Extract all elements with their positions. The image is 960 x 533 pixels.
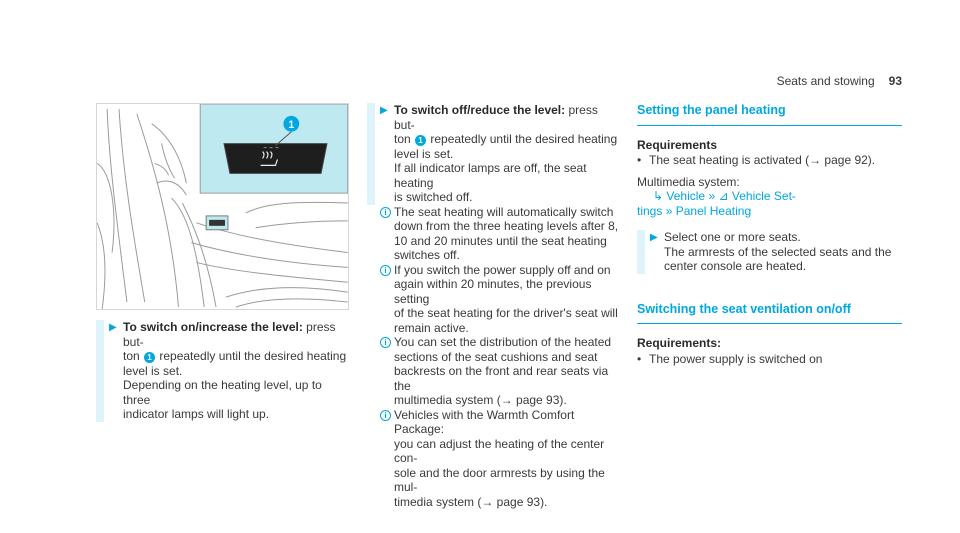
note-heat-distribution: i You can set the distribution of the heated sections of the seat cushions and seat backrests on the front and rear seats via the multimedia system (→ page 93).: [380, 335, 620, 408]
seat-heating-illustration: [96, 103, 349, 310]
info-icon: i: [380, 408, 394, 510]
page-number: 93: [888, 74, 902, 88]
bullet-icon: •: [637, 351, 642, 366]
path-start-arrow-icon: ↳: [653, 189, 664, 203]
requirements-title: Requirements:: [637, 336, 722, 350]
instruction-step-select-seats: ▶ Select one or more seats. The armrests of the selected seats and the center console are heated.: [637, 230, 902, 274]
note-power-cycle: i If you switch the power supply off and on again within 20 minutes, the previous setting of the seat heating for the driver's seat will remain active.: [380, 263, 620, 336]
info-icon: i: [380, 263, 394, 336]
section-heading-panel-heating: Setting the panel heating: [637, 103, 902, 126]
info-icon: i: [380, 335, 394, 408]
step-title: To switch off/reduce the level:: [394, 103, 566, 117]
requirement-item: • The seat heating is activated (→ page 92).: [637, 153, 876, 167]
menu-path: [637, 189, 902, 218]
step-arrow-icon: ▶: [650, 232, 658, 243]
multimedia-label: Multimedia system:: [637, 174, 740, 189]
step-bar: [367, 103, 375, 205]
menu-path-vehicle-settings: Vehicle Set-: [731, 189, 796, 203]
callout-label: 1: [288, 118, 295, 131]
instruction-step-increase: ▶ To switch on/increase the level: press but- ton 1 repeatedly until the desired heating level is set. Depending on the heating level, up to three indicator lamps will light up.: [96, 320, 349, 422]
step-bar: [637, 230, 645, 274]
double-chevron-icon: »: [708, 189, 716, 203]
page-header: [777, 74, 902, 89]
section-title: Seats and stowing: [776, 74, 875, 88]
column-right: [637, 103, 902, 366]
menu-path-vehicle: Vehicle: [666, 189, 706, 203]
step-arrow-icon: ▶: [380, 105, 388, 116]
bullet-icon: •: [637, 153, 642, 167]
car-interior-drawing: [97, 104, 348, 309]
requirement-item: • The power supply is switched on: [637, 351, 823, 366]
note-warmth-comfort: i Vehicles with the Warmth Comfort Package: you can adjust the heating of the center con- sole and the door armrests by using the mul- timedia system (→ page 93).: [380, 408, 620, 510]
requirements-title: Requirements: [637, 137, 718, 152]
column-left: [96, 320, 349, 422]
column-middle: [367, 103, 620, 509]
double-chevron-icon: »: [665, 203, 673, 218]
car-settings-icon: ⊿: [718, 189, 729, 203]
menu-path-panel-heating: Panel Heating: [675, 203, 752, 218]
step-title: To switch on/increase the level:: [123, 320, 303, 334]
step-arrow-icon: ▶: [109, 322, 117, 333]
instruction-step-reduce: ▶ To switch off/reduce the level: press but- ton 1 repeatedly until the desired heating level is set. If all indicator lamps are off, the seat heating is switched off.: [367, 103, 620, 205]
menu-path-vehicle-settings-cont: tings: [637, 203, 663, 218]
note-auto-switchdown: i The seat heating will automatically switch down from the three heating levels after 8, 10 and 20 minutes until the seat heating switches off.: [380, 205, 620, 263]
step-bar: [96, 320, 104, 422]
section-heading-seat-ventilation: Switching the seat ventilation on/off: [637, 302, 902, 325]
number-1-badge: 1: [144, 352, 155, 363]
number-1-badge: 1: [415, 135, 426, 146]
info-icon: i: [380, 205, 394, 263]
